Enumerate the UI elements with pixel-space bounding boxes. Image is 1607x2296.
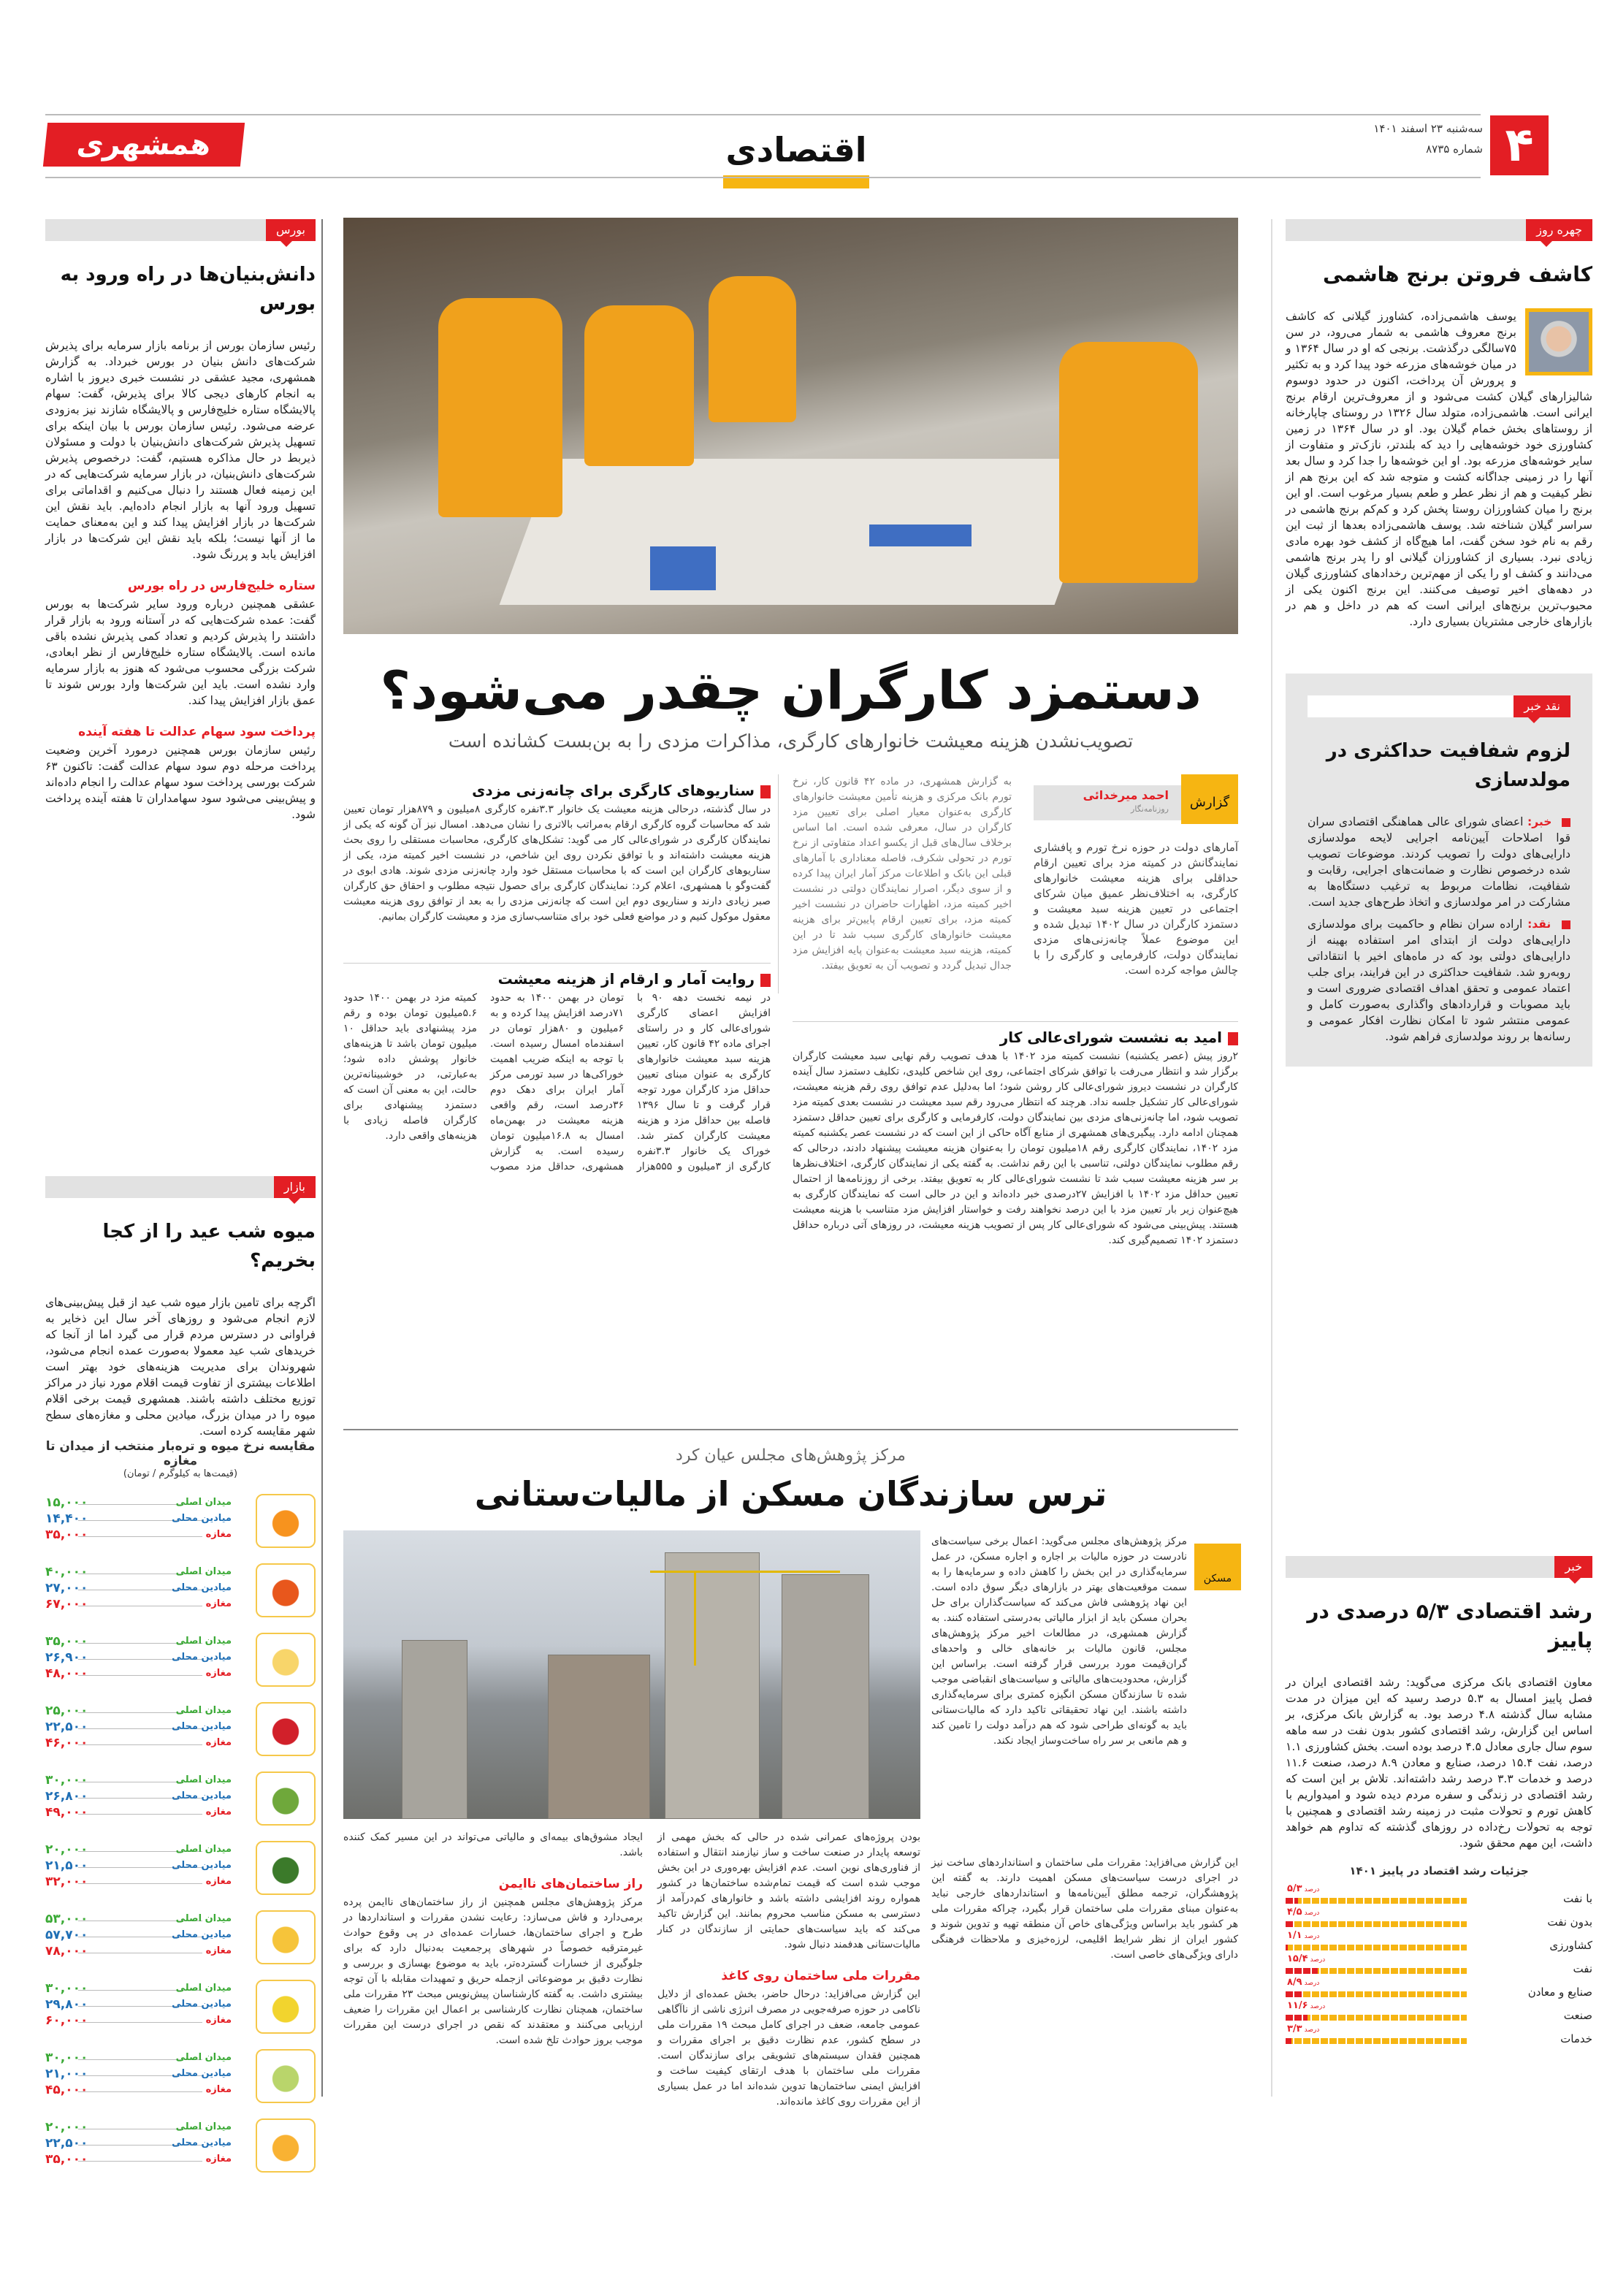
lead-sub1-body: در سال گذشته، درحالی هزینه معیشت یک خانوار ۳.۳نفره کارگری ۸میلیون و ۸۷۹هزار تومان تعیین شد که محاسبات گروه کارگری ارقام به‌مراتب بالاتری را نشان می‌دهد. امسال نیز آن گونه که یکی از نمایندگان کارگری در شورای‌عالی کار می گوید: تشکل‌های کارگری، محاسبات مستقلی را روی بحث هزینه معیشت داشته‌اند و با توافق نکردن روی این شاخص، در نشست اخیر کمیته مزد، یکی از سناریوهای کارگران این است که با محاسبات مستقل خود وارد چانه‌زنی مزدی شوند. هادی ابوی در گفت‌وگو با همشهری، اعلام کرد: نمایندگان کارگری برای حصول نتیجه مطلوب و احقاق حق کارگران صبر زیادی دارند و سناریوی دوم این است که چانه‌زنی مزدی را به بعد از توافق روی هزینه معیشت معقول موکول کنیم و در مواضع فعلی خود برای متناسب‌سازی مزد و معیشت کارگران بمانیم. — [343, 804, 771, 923]
market-article — [45, 1176, 316, 1439]
price-source-label: میادین محلی — [172, 2137, 232, 2148]
price-value: ۲۲,۵۰۰ — [45, 2136, 88, 2151]
price-source-label: مغازه — [205, 1598, 232, 1609]
housing-label: مسکن — [1194, 1544, 1241, 1590]
price-source-label: میدان اصلی — [175, 1636, 232, 1647]
bullet-square-icon — [760, 785, 771, 798]
growth-row: بدون نفت درصد۴/۵ — [1287, 1907, 1592, 1929]
lead-sub1 — [343, 782, 771, 925]
price-value: ۴۰,۰۰۰ — [45, 1565, 88, 1579]
critique-news: خبر: اعضای شورای عالی هماهنگی اقتصادی سران قوا اصلاحات آیین‌نامه اجرایی لایحه مولدسازی دارایی‌های دولت را تصویب کردند. موضوعات تصویب شده درخصوص نظارت و ضمانت‌های اجرایی، رقابت و شفافیت، نظامات مربوط به ترغیب دستگاه‌ها به مشارکت در امر مولدسازی و اتخاذ طرح‌های جدید است. — [1308, 815, 1570, 909]
lead-headline[interactable]: دستمزد کارگران چقدر می‌شود؟ — [380, 660, 1202, 721]
fruit-price-row — [45, 1563, 316, 1633]
price-value: ۵۷,۷۰۰ — [45, 1928, 88, 1942]
price-value: ۳۵,۰۰۰ — [45, 1634, 88, 1649]
price-value: ۶۷,۰۰۰ — [45, 1597, 88, 1612]
price-source-label: میدان اصلی — [175, 2121, 232, 2132]
section-title: اقتصادی — [723, 130, 869, 169]
issue-date: سه‌شنبه ۲۳ اسفند ۱۴۰۱ — [1373, 122, 1483, 135]
author-role: روزنامه‌نگار — [1131, 804, 1169, 814]
lead-sub2-title: روایت آمار و ارقام از هزینه معیشت — [343, 970, 771, 988]
price-value: ۴۹,۰۰۰ — [45, 1805, 88, 1820]
header-top-rule — [45, 114, 1481, 115]
price-value: ۲۲,۵۰۰ — [45, 1720, 88, 1734]
report-label: گزارش — [1181, 774, 1238, 824]
face-of-day-article — [1286, 219, 1592, 630]
fruit-chart-title: مقایسه نرخ میوه و تره‌بار منتخب از میدان تا مغازه — [45, 1439, 316, 1468]
price-source-label: میدان اصلی — [175, 1705, 232, 1716]
growth-body: معاون اقتصادی بانک مرکزی می‌گوید: رشد اقتصادی ایران در فصل پاییز امسال به ۵.۳ درصد رسید که این میزان در مدت مشابه سال گذشته ۴.۸ درصد بود. به گزارش بانک مرکزی، بر اساس این گزارش، رشد اقتصادی کشور بدون نفت در سه ماهه سوم سال جاری معادل ۴.۵ درصد بوده است. بخش کشاورزی ۱.۱ درصد، نفت ۱۵.۴ درصد، صنایع و معادن ۸.۹ درصد، صنعت ۱۱.۶ درصد و خدمات ۳.۳ درصد رشد داشته‌اند. تلاش بر این است که رشد اقتصادی در زندگی و سفره مردم دیده شود و امیدواریم با کاهش تورم و تحولات مثبت در زمینه رشد اقتصادی و همچنین با توجه به تحولات رخ‌داده در روزهای گذشته که تداوم هم خواهد داشت، این مهم محقق شود. — [1286, 1676, 1592, 1850]
price-source-label: میادین محلی — [172, 2068, 232, 2079]
price-value: ۲۱,۵۰۰ — [45, 1858, 88, 1873]
page-number: ۴ — [1490, 115, 1549, 175]
bullet-square-icon — [1562, 818, 1570, 827]
workers-photo — [343, 218, 1238, 634]
bullet-square-icon — [1228, 1032, 1238, 1045]
growth-row: نفت درصد۱۵/۴ — [1287, 1953, 1592, 1975]
price-value: ۱۴,۴۰۰ — [45, 1511, 88, 1526]
lead-sub2 — [343, 970, 771, 1175]
bourse-body: رئیس سازمان بورس از برنامه بازار سرمایه برای پذیرش شرکت‌های دانش بنیان در بورس خبرداد. به گزارش همشهری، مجید عشقی در نشست خبری دیروز با اشاره به انجام کارهای دیجی کالا برای پذیرش، گفت: سهام پالایشگاه ستاره خلیج‌فارس و پالایشگاه شازند نیز به‌زودی عرضه می‌شود. رئیس سازمان بورس با بیان اینکه برای تسهیل پذیرش شرکت‌های دانش‌بنیان با دولت و مسئولان ذیربط در حال مذاکره هستیم، گفت: درخصوص پذیرش شرکت‌های دانش‌بنیان، در بازار سرمایه شرکت‌هایی که در این زمینه فعال هستند را دنبال می‌کنیم و اقداماتی برای تسهیل ورود آنها به بازار انجام داده‌ایم. باید نقش این شرکت‌ها در بازار افزایش پیدا کند و این به‌معنای حمایت ما از آنها نیست؛ بلکه باید نقش این شرکت‌ها در بازار افزایش یابد و پررنگ شود. — [45, 339, 316, 561]
lead-subheadline: تصویب‌نشدن هزینه معیشت خانوارهای کارگری، مذاکرات مزدی را به بن‌بست کشانده است — [448, 731, 1134, 752]
price-source-label: میدان اصلی — [175, 1774, 232, 1785]
fruit-price-row — [45, 1633, 316, 1702]
tangerine-icon — [256, 1563, 316, 1617]
tag-news: خبر — [1286, 1556, 1592, 1578]
price-value: ۴۸,۰۰۰ — [45, 1666, 88, 1681]
housing-subhead-unsafe: راز ساختمان‌های ناایمن — [498, 1877, 643, 1891]
fruit-chart-subtitle: (قیمت‌ها به کیلوگرم / تومان) — [123, 1468, 238, 1479]
fruit-price-row — [45, 2049, 316, 2118]
price-source-label: میدان اصلی — [175, 1566, 232, 1577]
growth-row: خدمات درصد۳/۳ — [1287, 2024, 1592, 2045]
price-value: ۲۵,۰۰۰ — [45, 1704, 88, 1718]
critique-title[interactable]: لزوم شفافیت حداکثری در مولدسازی — [1326, 740, 1570, 791]
fruit-price-row — [45, 1910, 316, 1980]
price-source-label: مغازه — [205, 1807, 232, 1818]
bourse-sub1-body: عشقی همچنین درباره ورود سایر شرکت‌ها به بورس گفت: عمده شرکت‌هایی که در آستانه ورود به بازار قرار داشتند را پذیرش کردیم و تعداد کمی پذیرش نشده باقی مانده است. پالایشگاه ستاره خلیج‌فارس از نظر ابعادی، شرکت بزرگی محسوب می‌شود که هنوز به بازار سرمایه وارد نشده است. باید این شرکت‌ها وارد بورس شوند تا عمق بازار افزایش پیدا کند. — [45, 598, 316, 707]
price-source-label: مغازه — [205, 2084, 232, 2095]
price-source-label: میادین محلی — [172, 1929, 232, 1940]
tag-critique: نقد خبر — [1308, 695, 1570, 717]
price-source-label: میدان اصلی — [175, 1844, 232, 1855]
price-source-label: میدان اصلی — [175, 2052, 232, 2063]
bourse-article — [45, 219, 316, 823]
tag-bourse: بورس — [45, 219, 316, 241]
column-divider-right — [1271, 219, 1272, 2097]
worker-figure — [584, 305, 694, 466]
lead-sub2-body: در نیمه نخست دهه ۹۰ با افزایش اعضای کارگری شورای‌عالی کار و در راستای اجرای ماده ۴۲ قانون کار، تعیین هزینه سبد معیشت خانوارهای کارگری به عنوان مبنای تعیین حداقل مزد کارگران مورد توجه قرار گرفت و تا سال ۱۳۹۶ فاصله بین حداقل مزد و هزینه معیشت کارگران کمتر شد. خوراک یک خانوار ۳.۳نفره کارگری از ۳میلیون و ۵۵۵هزار تومان در بهمن ۱۴۰۰ به حدود ۷۱درصد افزایش پیدا کرده و به ۶میلیون و ۸۰هزار تومان در اسفندماه امسال رسیده است. با توجه به اینکه ضریب اهمیت خوراکی‌ها در سبد تورمی مرکز آمار ایران برای دهک دوم ۳۶درصد است، رقم واقعی هزینه معیشت در بهمن‌ماه امسال به ۱۶.۸میلیون تومان رسیده است. به گزارش همشهری، حداقل مزد مصوب کمیته مزد در بهمن ۱۴۰۰ حدود ۵.۶میلیون تومان بوده و رقم مزد پیشنهادی باید حداقل ۱۰ میلیون تومان باشد تا هزینه‌های خانوار پوشش داده شود؛ به‌عبارتی، در خوشبینانه‌ترین حالت، این به معنی آن است که دستمزد پیشنهادی برای کارگران فاصله زیادی با هزینه‌های واقعی دارد. — [343, 992, 771, 1172]
fruit-price-row — [45, 1494, 316, 1563]
price-value: ۲۹,۸۰۰ — [45, 1997, 88, 2012]
price-value: ۳۵,۰۰۰ — [45, 2152, 88, 2167]
price-source-label: مغازه — [205, 2154, 232, 2165]
price-source-label: میادین محلی — [172, 1860, 232, 1871]
left-column — [45, 219, 316, 823]
tag-market: بازار — [45, 1176, 316, 1198]
crane-icon — [650, 1571, 840, 1573]
lead-sub3-title: امید به نشست شورای‌عالی کار — [793, 1029, 1238, 1046]
construction-photo — [343, 1530, 920, 1819]
sweet-lemon-icon — [256, 2118, 316, 2173]
price-source-label: مغازه — [205, 1529, 232, 1540]
worker-figure — [438, 298, 562, 517]
growth-article — [1286, 1556, 1592, 2048]
price-source-label: میدان اصلی — [175, 1913, 232, 1924]
yellow-apple-icon — [256, 1633, 316, 1687]
price-source-label: میادین محلی — [172, 1652, 232, 1663]
growth-chart — [1286, 1885, 1592, 2048]
bullet-square-icon — [760, 974, 771, 987]
tag-face-of-day: چهره روز — [1286, 219, 1592, 241]
price-value: ۲۷,۰۰۰ — [45, 1581, 88, 1595]
right-column — [1286, 219, 1592, 1067]
fruit-price-infographic — [45, 1439, 316, 2188]
price-value: ۲۰,۰۰۰ — [45, 1842, 88, 1857]
price-value: ۲۱,۰۰۰ — [45, 2067, 88, 2081]
lead-intro: آمارهای دولت در حوزه نرخ تورم و پافشاری نمایندگانش در کمیته مزد برای تعیین ارقام حداقلی برای هزینه معیشت خانوارهای کارگری، به اختلاف‌نظر عمیق میان شرکای اجتماعی در تعیین هزینه سبد معیشت و دستمزد کارگران در سال ۱۴۰۲ تبدیل شده و این موضوع عملاً چانه‌زنی‌های مزدی نمایندگان دولت، کارفرمایی و کارگری را با چالش مواجه کرده است. — [1034, 841, 1238, 977]
bullet-square-icon — [1562, 920, 1570, 929]
grape-icon — [256, 2049, 316, 2103]
growth-row: صنعت درصد۱۱/۶ — [1287, 2000, 1592, 2022]
lead-col2: به گزارش همشهری، در ماده ۴۲ قانون کار، نرخ تورم بانک مرکزی و هزینه تأمین معیشت خانوارهای کارگری به‌عنوان معیار اصلی برای تعیین مزد کارگران در سال، معرفی شده است. اما اساس برخلاف سال‌های قبل از یکسو اعداد متفاوتی از نرخ تورم در تحولی شکرف، فاصله معناداری با آمارهای قبلی این بانک و اطلاعات مرکز آمار ایران پیدا کرده و از سوی دیگر، اصرار نمایندگان دولتی در نشست اخیر کمیته مزد، اظهارات حاضران در نشست اخیر کمیته مزد، برای تعیین ارقام پایین‌تر برای هزینه معیشت خانوارهای کارگری سبب شد تا در این کمیته، هزینه سبد معیشت به‌عنوان پایه افزایش مزد جدال تبدیل گردد و تصویب آن به تعویق بیفتد. — [793, 776, 1012, 972]
price-source-label: میادین محلی — [172, 1999, 232, 2010]
banana-icon — [256, 1910, 316, 1964]
price-source-label: میادین محلی — [172, 1790, 232, 1801]
housing-col1: مرکز پژوهش‌های مجلس می‌گوید: اعمال برخی سیاست‌های نادرست در حوزه مالیات بر اجاره و اجاره مسکن، در عمل سرمایه‌گذاری در این بخش را کاهش داده و سرمایه‌ها را به سمت موقعیت‌های بهتر در بازارهای دیگر سوق داده است. این نهاد پژوهشی فاش می‌کند که سیاست‌گذاران برای حل بحران مسکن باید از ابزار مالیاتی به‌درستی استفاده کنند. به گزارش همشهری، در مطالعات اخیر مرکز پژوهش‌های مجلس، قانون مالیات بر خانه‌های خالی و واحدهای گران‌قیمت مورد بررسی قرار گرفته است. براساس این گزارش، محدودیت‌های مالیاتی و سیاست‌های انقباضی موجب شده تا سازندگان مسکن انگیزه کمتری برای سرمایه‌گذاری داشته باشند. این نهاد تحقیقاتی تاکید دارد که مالیات‌ستانی باید به گونه‌ای طراحی شود که هم درآمد دولت را تامین کند و هم مانعی بر سر راه ساخت‌وساز ایجاد نکند. — [931, 1536, 1187, 1747]
market-title[interactable]: میوه شب عید را از کجا بخریم؟ — [102, 1221, 316, 1272]
price-source-label: میادین محلی — [172, 1721, 232, 1732]
price-value: ۳۲,۰۰۰ — [45, 1874, 88, 1889]
report-byline — [1034, 785, 1238, 820]
quince-icon — [256, 1980, 316, 2034]
fruit-price-row — [45, 1771, 316, 1841]
price-value: ۳۰,۰۰۰ — [45, 1773, 88, 1788]
price-value: ۱۵,۰۰۰ — [45, 1495, 88, 1510]
column-divider-left — [321, 219, 323, 2097]
worker-figure — [709, 276, 796, 422]
price-source-label: میادین محلی — [172, 1582, 232, 1593]
price-value: ۴۶,۰۰۰ — [45, 1736, 88, 1750]
fruit-price-row — [45, 2118, 316, 2188]
author-name[interactable]: احمد میرخدائی — [1083, 788, 1169, 802]
growth-row: با نفت درصد۵/۳ — [1287, 1883, 1592, 1905]
price-source-label: میدان اصلی — [175, 1497, 232, 1508]
price-source-label: مغازه — [205, 1945, 232, 1956]
price-source-label: مغازه — [205, 2015, 232, 2026]
price-value: ۳۰,۰۰۰ — [45, 1981, 88, 1996]
housing-headline[interactable]: ترس سازندگان مسکن از مالیات‌ستانی — [474, 1474, 1107, 1514]
portrait-photo — [1525, 308, 1592, 375]
price-value: ۷۸,۰۰۰ — [45, 1944, 88, 1959]
price-source-label: مغازه — [205, 1737, 232, 1748]
bourse-subhead-1: ستاره خلیج‌فارس در راه بورس — [127, 579, 316, 593]
housing-kicker: مرکز پژوهش‌های مجلس عیان کرد — [676, 1446, 906, 1465]
bourse-subhead-2: پرداخت سود سهام عدالت تا هفته آینده — [78, 725, 316, 739]
fruit-price-row — [45, 1841, 316, 1910]
header-bottom-rule — [45, 177, 1481, 178]
orange-icon — [256, 1494, 316, 1548]
kiwi-icon — [256, 1771, 316, 1826]
price-source-label: میادین محلی — [172, 1513, 232, 1524]
market-body: اگرچه برای تامین بازار میوه شب عید از قبل پیش‌بینی‌های لازم انجام می‌شود و روزهای آخر سال این ذخایر به فراوانی در دسترس مردم قرار می گیرد اما از آنجا که خریدهای شب عید معمولا به‌صورت عمده انجام می‌شود، شهروندان برای مدیریت هزینه‌های خود بهتر است اطلاعات بیشتری از تفاوت قیمت اقلام مورد نیاز در مراکز توزیع مختلف داشته باشند. همشهری قیمت برخی اقلام میوه را در میدان بزرگ، میادین محلی و مغازه‌های سطح شهر مقایسه کرده است. — [45, 1296, 316, 1438]
bourse-title[interactable]: دانش‌بنیان‌ها در راه ورود به بورس — [60, 264, 316, 315]
photo-sheet — [500, 459, 1108, 605]
issue-info — [1373, 118, 1483, 159]
worker-figure — [1059, 342, 1198, 583]
price-value: ۵۳,۰۰۰ — [45, 1912, 88, 1926]
housing-col4: ایجاد مشوق‌های بیمه‌ای و مالیاتی می‌تواند در این مسیر کمک کننده باشد. راز ساختمان‌های ناایمن مرکز پژوهش‌های مجلس همچنین از راز ساختمان‌های ناایمن پرده برمی‌دارد و فاش می‌سازد: رعایت نشدن مقررات و استانداردها در طرح و اجرای ساختمان‌ها، خسارات عمده‌ای در پی وقوع حوادث غیرمترقبه خصوصاً در شهرهای پرجمعیت به‌دنبال دارد که برای جلوگیری از خسارات گسترده‌تر، باید به موضوع بهسازی و بررسی و نظارت دقیق بر موضوعاتی ازجمله حریق و تمهیدات مقابله با آن توجه بیشتری داشت. به گفته کارشناسان پیش‌نویس مبحث ۲۳ مقررات ملی ساختمان، همچنان نظارت کارشناسی بر اعمال این مقررات را ضعیف ارزیابی می‌کنند و معتقدند که نقص در اجرای درست این مقررات موجب بروز حوادث تلخ شده است. — [343, 1831, 643, 2046]
price-source-label: مغازه — [205, 1876, 232, 1887]
price-value: ۳۵,۰۰۰ — [45, 1528, 88, 1542]
price-source-label: میدان اصلی — [175, 1983, 232, 1994]
growth-row: کشاورزی درصد۱/۱ — [1287, 1930, 1592, 1952]
lead-sub3 — [793, 1029, 1238, 1248]
housing-subhead-regulations: مقررات ملی ساختمان روی کاغذ — [721, 1969, 920, 1983]
critique-text: نقد: اراده سران نظام و حاکمیت برای مولدسازی دارایی‌های دولت از ابتدای امر استفاده بهینه از دارایی‌های دولتی بود که در ماه‌های اخیر با انتقاداتی روبه‌رو شد. شفافیت حداکثری در این فرایند، برای جلب اعتماد عمومی و تحقق اهداف اقتصادی ضروری است و باید مصوبات و قراردادهای واگذاری به‌صورت کامل و عمومی منتشر شود تا امکان نظارت افکار عمومی و رسانه‌ها بر روند مولدسازی فراهم شود. — [1308, 918, 1570, 1043]
housing-col3: بودن پروژه‌های عمرانی شده در حالی که بخش مهمی از توسعه پایدار در صنعت ساخت و ساز نیازمند انتقال و استفاده از فناوری‌های نوین است. عدم افزایش بهره‌وری در این بخش موجب شده است که قیمت تمام‌شده ساختمان‌ها در کشور همواره روند افزایشی داشته باشد و خانوارهای کم‌درآمد از دسترسی به مسکن مناسب محروم بمانند. این گزارش تاکید می‌کند که باید سیاست‌های حمایتی از سازندگان در کنار مالیات‌ستانی هدفمند دنبال شود. مقررات ملی ساختمان روی کاغذ این گزارش می‌افزاید: درحال حاضر، بخش عمده‌ای از دلایل ناکامی در حوزه صرفه‌جویی در مصرف انرژی ناشی از ناآگاهی عمومی جامعه، ضعف در اجرای کامل مبحث ۱۹ مقررات ملی در سطح کشور، عدم نظارت دقیق بر اجرای مقررات و همچنین فقدان سیستم‌های تشویقی برای سازندگان است. مقررات ملی ساختمان با هدف ارتقای کیفیت ساخت و افزایش ایمنی ساختمان‌ها تدوین شده‌اند اما در عمل بسیاری از این مقررات روی کاغذ مانده‌اند. — [657, 1831, 921, 2108]
growth-title[interactable]: رشد اقتصادی ۵/۳ درصدی در پاییز — [1307, 1599, 1592, 1652]
face-of-day-body: یوسف هاشمی‌زاده، کشاورز گیلانی که کاشف برنج معروف هاشمی به شمار می‌رود، در سن ۷۵سالگی درگذشت. برنجی که او در سال ۱۳۶۴ و در میان خوشه‌های مزرعه خود پیدا کرد و به تکثیر و پرورش آن پرداخت، اکنون در حدود دوسوم شالیزارهای گیلان کشت می‌شود و از معروف‌ترین ارقام برنج ایرانی است. هاشمی‌زاده، متولد سال ۱۳۲۶ در روستای چاپارخانه از روستاهای بخش خمام گیلان بود. او در سال ۱۳۶۴ در زمین کشاورزی خود خوشه‌هایی را دید که بلندتر، نازک‌تر و متفاوت از سایر خوشه‌های مزرعه بود. او این خوشه‌ها را جدا کرد و سال بعد آنها را در زمینی جداگانه کشت و متوجه شد که این برنج هم از نظر کیفیت و هم از نظر عطر و طعم بسیار مرغوب است. او این برنج را میان کشاورزان روستا پخش کرد و کم‌کم برنج هاشمی در سراسر گیلان شناخته شد. یوسف هاشمی‌زاده بعدها از ثبت این رقم به نام خود سخن گفت، اما هیچ‌گاه از کشف خود بهره مادی زیادی نبرد. بسیاری از کشاورزان گیلانی او را پدر برنج هاشمی می‌دانند و کشف او را یکی از مهم‌ترین رخدادهای کشاورزی گیلان در دهه‌های اخیر توصیف می‌کنند. این برنج اکنون یکی از محبوب‌ترین برنج‌های ایرانی است که هم در داخل و هم در بازارهای خارجی مشتریان بسیاری دارد. — [1286, 310, 1593, 628]
price-value: ۶۰,۰۰۰ — [45, 2013, 88, 2028]
bourse-sub2-body: رئیس سازمان بورس همچنین درمورد آخرین وضعیت پرداخت مرحله دوم سود سهام عدالت گفت: تاکنون ۶۳ شرکت بورسی پرداخت سود سهام عدالت را انجام داده‌اند و پیش‌بینی می‌شود سود سهامداران تا هفته آینده پرداخت شود. — [45, 744, 316, 821]
lead-sub3-body: ۲روز پیش (عصر یکشنبه) نشست کمیته مزد ۱۴۰۲ با هدف تصویب رقم نهایی سبد معیشت کارگران برگزار شد و انتظار می‌رفت با توافق شرکای اجتماعی، روی این شاخص کلیدی، تکلیف دستمزد سال آینده کارگران در نشست دیروز شورای‌عالی کار روشن شود؛ اما به‌دلیل عدم توافق روی رقم هزینه معیشت، شورای‌عالی کار تشکیل جلسه نداد. هرچند که انتظار می‌رود رقم سبد معیشت در نشست بعدی کمیته مزد تصویب شود، اما چانه‌زنی‌های مزدی بین نمایندگان دولت، کارفرمایی و کارگری برای تعیین حداقل دستمزد همچنان ادامه دارد. پیگیری‌های همشهری از منابع آگاه حاکی از این است که در نشست عصر یکشنبه کمیته مزد ۱۴۰۲، نمایندگان کارگری رقم ۱۸میلیون تومان را به‌عنوان هزینه معیشت پیشنهاد دادند، درحالی که رقم مطلوب نمایندگان دولتی، تناسبی با این رقم نداشت. به گفته یکی از نمایندگان کارگری، اختلاف‌نظرها بر سر هزینه معیشت سبب شد تا نشست شورای‌عالی کار به تعویق بیفتد. برخی از روزنامه‌ها از احتمال تعیین حداقل مزد ۱۴۰۲ با افزایش ۲۷درصدی خبر داده‌اند و این در حالی است که نمایندگان کارگری به هیچ‌عنوان زیر بار تعیین مزد با این درصد نخواهند رفت و خواستار افزایش مزد متناسب با هزینه معیشت هستند. پیش‌بینی می‌شود که شورای‌عالی کار پس از تصویب هزینه معیشت، در روزهای آتی درباره حداقل دستمزد ۱۴۰۲ تصمیم‌گیری کند. — [793, 1050, 1238, 1246]
price-value: ۲۶,۸۰۰ — [45, 1789, 88, 1804]
price-value: ۳۰,۰۰۰ — [45, 2051, 88, 2065]
critique-box — [1286, 674, 1592, 1067]
face-of-day-title[interactable]: کاشف فروتن برنج هاشمی — [1323, 262, 1592, 286]
growth-chart-title: جزئیات رشد اقتصاد در پاییز ۱۴۰۱ — [1349, 1864, 1529, 1877]
red-apple-icon — [256, 1702, 316, 1756]
price-value: ۲۰,۰۰۰ — [45, 2120, 88, 2135]
price-value: ۴۵,۰۰۰ — [45, 2083, 88, 2097]
fruit-price-row — [45, 1702, 316, 1771]
lead-sub1-title: سناریوهای کارگری برای چانه‌زنی مزدی — [343, 782, 771, 799]
issue-number: شماره ۸۷۳۵ — [1426, 142, 1483, 156]
housing-col2: این گزارش می‌افزاید: مقررات ملی ساختمان و استانداردهای ساخت نیز در اجرای درست سیاست‌های مسکن اهمیت دارند. به گفته این پژوهشگران، ترجمه مطلق آیین‌نامه‌ها و استانداردهای خارجی نباید به‌عنوان مبنای مقررات ملی ساختمان قرار بگیرد، چراکه مقررات ملی هر کشور باید براساس ویژگی‌های خاص آن منطقه تهیه و تدوین شوند و کشور ایران از نظر شرایط اقلیمی، لرزه‌خیزی و ملاحظات فرهنگی دارای ویژگی‌های خاصی است. — [931, 1857, 1238, 1961]
newspaper-logo[interactable]: همشهری — [43, 123, 245, 167]
fruit-price-row — [45, 1980, 316, 2049]
cucumber-icon — [256, 1841, 316, 1895]
growth-row: صنایع و معادن درصد۸/۹ — [1287, 1977, 1592, 1999]
price-value: ۲۶,۹۰۰ — [45, 1650, 88, 1665]
price-source-label: مغازه — [205, 1668, 232, 1679]
